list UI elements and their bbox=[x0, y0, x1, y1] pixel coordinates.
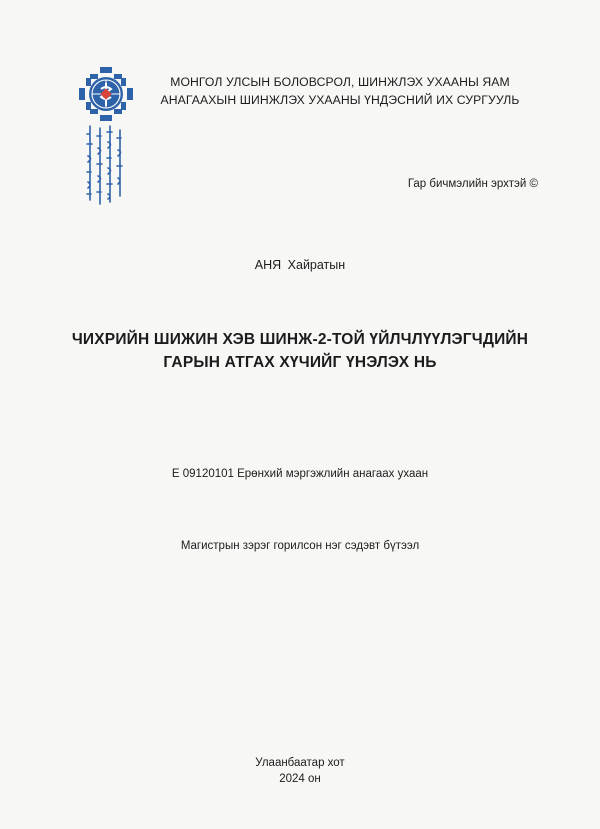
thesis-title bbox=[40, 328, 560, 374]
university-name: АНАГААХЫН ШИНЖЛЭХ УХААНЫ ҮНДЭСНИЙ ИХ СУРГУУЛЬ bbox=[160, 93, 520, 107]
ministry-name: МОНГОЛ УЛСЫН БОЛОВСРОЛ, ШИНЖЛЭХ УХААНЫ ЯАМ bbox=[170, 75, 510, 89]
thesis-title-line2: ГАРЫН АТГАХ ХҮЧИЙГ ҮНЭЛЭХ НЬ bbox=[163, 354, 437, 371]
copyright-notice: Гар бичмэлийн эрхтэй © bbox=[407, 178, 538, 190]
thesis-title-line1: ЧИХРИЙН ШИЖИН ХЭВ ШИНЖ-2-ТОЙ ҮЙЛЧЛҮҮЛЭГЧДИЙН bbox=[71, 331, 529, 348]
place-and-year bbox=[0, 755, 600, 787]
author-name: АНЯ Хайратын bbox=[254, 258, 346, 272]
degree-description: Магистрын зэрэг горилсон нэг сэдэвт бүтээл bbox=[180, 540, 420, 552]
city: Улаанбаатар хот bbox=[255, 757, 345, 769]
university-emblem-icon bbox=[78, 66, 134, 122]
mongolian-script-emblem-text bbox=[80, 122, 130, 208]
specialty-code: E 09120101 Ерөнхий мэргэжлийн анагаах ухаан bbox=[171, 468, 429, 480]
organization-header bbox=[140, 73, 540, 109]
year: 2024 он bbox=[279, 773, 321, 785]
